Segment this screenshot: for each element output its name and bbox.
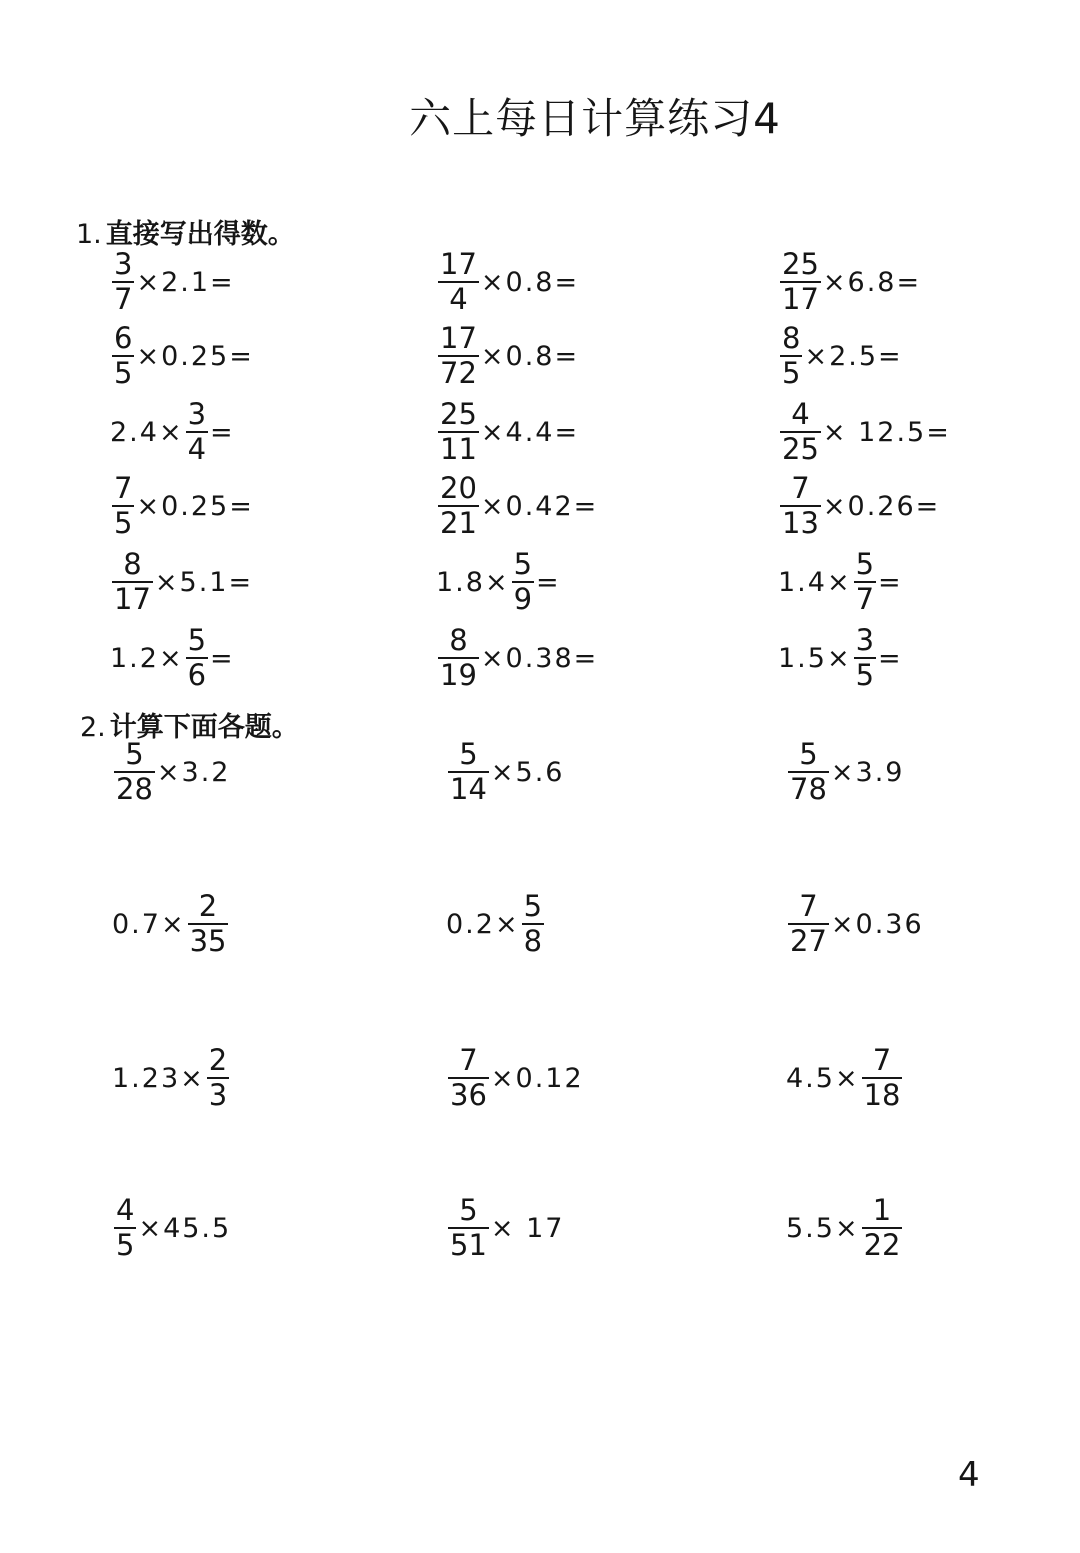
fraction-denominator: 13 (782, 506, 819, 540)
fraction-numerator: 17 (440, 247, 477, 281)
section-1-number: 1. (76, 219, 102, 250)
section-2-exercise (112, 1193, 232, 1262)
expression-suffix: = (210, 642, 235, 674)
fraction-numerator: 2 (198, 889, 218, 923)
fraction-numerator: 8 (449, 623, 468, 657)
fraction-denominator: 5 (855, 658, 875, 692)
fraction (438, 623, 479, 692)
expression-suffix: ×6.8= (822, 266, 922, 298)
expression-suffix: ×0.42= (480, 490, 599, 522)
section-2-exercise (446, 737, 565, 806)
expression-suffix: ×5.6 (490, 756, 565, 788)
fraction-numerator: 4 (791, 397, 810, 431)
fraction-numerator: 5 (187, 623, 207, 657)
section-2-heading (80, 705, 299, 744)
fraction-denominator: 5 (114, 506, 133, 540)
fraction-denominator: 78 (790, 772, 827, 806)
section-2-exercise (446, 889, 546, 958)
fraction-numerator: 5 (855, 547, 875, 581)
section-2-exercise (786, 1043, 904, 1112)
fraction-denominator: 17 (782, 282, 819, 316)
fraction-denominator: 9 (513, 582, 533, 616)
fraction-denominator: 18 (863, 1078, 901, 1112)
fraction-denominator: 28 (116, 772, 153, 806)
fraction (112, 247, 134, 316)
expression-suffix: ×0.8= (480, 340, 580, 372)
expression-prefix: 4.5× (786, 1062, 860, 1094)
fraction-denominator: 35 (189, 924, 227, 958)
fraction (522, 889, 544, 958)
fraction-denominator: 5 (116, 1228, 135, 1262)
fraction-numerator: 20 (440, 471, 477, 505)
section-1-exercise (436, 623, 599, 692)
expression-prefix: 5.5× (786, 1212, 860, 1244)
expression-suffix: ×3.9 (830, 756, 905, 788)
fraction (438, 397, 479, 466)
fraction-denominator: 17 (114, 582, 151, 616)
section-2-number: 2. (80, 712, 106, 743)
expression-prefix: 0.7× (112, 908, 186, 940)
expression-suffix: = (878, 642, 903, 674)
section-1-exercise (778, 471, 941, 540)
section-1-exercise (778, 397, 951, 466)
expression-prefix: 1.5× (778, 642, 852, 674)
fraction-numerator: 3 (187, 397, 207, 431)
section-2-exercise (786, 889, 924, 958)
expression-suffix: ×45.5 (138, 1212, 232, 1244)
fraction-numerator: 5 (523, 889, 543, 923)
fraction-denominator: 21 (440, 506, 477, 540)
fraction (438, 471, 479, 540)
fraction-denominator: 72 (440, 356, 477, 390)
section-1-exercise (778, 623, 903, 692)
expression-suffix: ×0.12 (490, 1062, 584, 1094)
section-1-exercise (110, 623, 235, 692)
expression-suffix: ×5.1= (154, 566, 254, 598)
section-2-title: 计算下面各题。 (109, 712, 299, 743)
fraction (448, 1193, 489, 1262)
expression-suffix: ×0.36 (830, 908, 924, 940)
fraction-denominator: 6 (187, 658, 207, 692)
fraction-numerator: 5 (125, 737, 144, 771)
fraction-numerator: 1 (872, 1193, 892, 1227)
fraction (854, 623, 876, 692)
section-1-exercise (110, 471, 254, 540)
fraction-denominator: 22 (863, 1228, 901, 1262)
fraction-denominator: 7 (855, 582, 875, 616)
fraction (788, 889, 829, 958)
fraction-numerator: 17 (440, 321, 477, 355)
section-2-exercise (446, 1043, 584, 1112)
expression-prefix: 1.4× (778, 566, 852, 598)
section-1-title: 直接写出得数。 (105, 219, 295, 250)
section-1-exercise (436, 321, 580, 390)
fraction-numerator: 25 (782, 247, 819, 281)
fraction-numerator: 7 (114, 471, 133, 505)
fraction (448, 737, 489, 806)
section-1-exercise (436, 471, 599, 540)
fraction-denominator: 4 (449, 282, 468, 316)
fraction-numerator: 5 (459, 1193, 478, 1227)
fraction (854, 547, 876, 616)
section-1-exercise (436, 547, 561, 616)
fraction (780, 397, 821, 466)
fraction (114, 1193, 136, 1262)
fraction-denominator: 25 (782, 432, 819, 466)
fraction (512, 547, 534, 616)
expression-suffix: = (536, 566, 561, 598)
fraction (186, 397, 208, 466)
section-2-exercise (446, 1193, 565, 1262)
fraction (112, 321, 134, 390)
fraction-denominator: 4 (187, 432, 207, 466)
fraction-numerator: 4 (116, 1193, 135, 1227)
expression-prefix: 0.2× (446, 908, 520, 940)
fraction-denominator: 11 (440, 432, 477, 466)
fraction (207, 1043, 229, 1112)
section-1-exercise (110, 547, 254, 616)
section-1-exercise (110, 247, 235, 316)
fraction (114, 737, 155, 806)
fraction-numerator: 2 (208, 1043, 228, 1077)
fraction (788, 737, 829, 806)
fraction-denominator: 5 (114, 356, 133, 390)
fraction (188, 889, 229, 958)
fraction-numerator: 5 (459, 737, 478, 771)
fraction (780, 321, 802, 390)
expression-suffix: ×2.5= (804, 340, 903, 372)
expression-suffix: ×0.25= (136, 340, 254, 372)
expression-suffix: ×0.38= (480, 642, 599, 674)
section-2-exercise (786, 737, 905, 806)
fraction (780, 247, 821, 316)
fraction-numerator: 7 (791, 471, 810, 505)
fraction-numerator: 7 (799, 889, 818, 923)
fraction-numerator: 7 (872, 1043, 892, 1077)
fraction (448, 1043, 489, 1112)
expression-prefix: 2.4× (110, 416, 184, 448)
fraction (862, 1193, 903, 1262)
fraction (186, 623, 208, 692)
fraction-numerator: 25 (440, 397, 477, 431)
expression-suffix: ×0.8= (480, 266, 580, 298)
fraction-denominator: 5 (782, 356, 801, 390)
fraction-denominator: 51 (450, 1228, 487, 1262)
section-2-exercise (112, 1043, 231, 1112)
section-2-exercise (112, 889, 230, 958)
section-1-exercise (110, 397, 235, 466)
page-title: 六上每日计算练习4 (409, 94, 781, 143)
section-1-exercise (436, 397, 580, 466)
expression-suffix: ×0.25= (136, 490, 254, 522)
page-number: 4 (958, 1455, 980, 1495)
expression-suffix: = (210, 416, 235, 448)
fraction (862, 1043, 903, 1112)
fraction (780, 471, 821, 540)
fraction-numerator: 3 (855, 623, 875, 657)
fraction-numerator: 6 (114, 321, 133, 355)
fraction-numerator: 5 (799, 737, 818, 771)
fraction-denominator: 8 (523, 924, 543, 958)
section-2-exercise (786, 1193, 904, 1262)
section-1-exercise (778, 321, 903, 390)
fraction-numerator: 5 (513, 547, 533, 581)
fraction-numerator: 7 (459, 1043, 478, 1077)
expression-suffix: ×0.26= (822, 490, 941, 522)
fraction (112, 471, 134, 540)
expression-suffix: ×4.4= (480, 416, 580, 448)
section-1-exercise (778, 547, 903, 616)
fraction-denominator: 3 (208, 1078, 228, 1112)
section-1-exercise (436, 247, 580, 316)
fraction-denominator: 14 (450, 772, 487, 806)
section-1-exercise (778, 247, 922, 316)
fraction-denominator: 7 (114, 282, 133, 316)
fraction (438, 321, 479, 390)
fraction-numerator: 8 (123, 547, 142, 581)
section-2-exercise (112, 737, 231, 806)
expression-suffix: = (878, 566, 903, 598)
fraction-denominator: 19 (440, 658, 477, 692)
expression-suffix: × 12.5= (822, 416, 951, 448)
fraction-numerator: 8 (782, 321, 801, 355)
fraction-numerator: 3 (114, 247, 133, 281)
expression-suffix: ×2.1= (136, 266, 235, 298)
fraction (112, 547, 153, 616)
section-1-heading (76, 212, 295, 251)
expression-prefix: 1.23× (112, 1062, 205, 1094)
expression-prefix: 1.8× (436, 566, 510, 598)
fraction-denominator: 36 (450, 1078, 487, 1112)
section-1-exercise (110, 321, 254, 390)
expression-prefix: 1.2× (110, 642, 184, 674)
fraction (438, 247, 479, 316)
expression-suffix: × 17 (490, 1212, 565, 1244)
expression-suffix: ×3.2 (156, 756, 231, 788)
fraction-denominator: 27 (790, 924, 827, 958)
